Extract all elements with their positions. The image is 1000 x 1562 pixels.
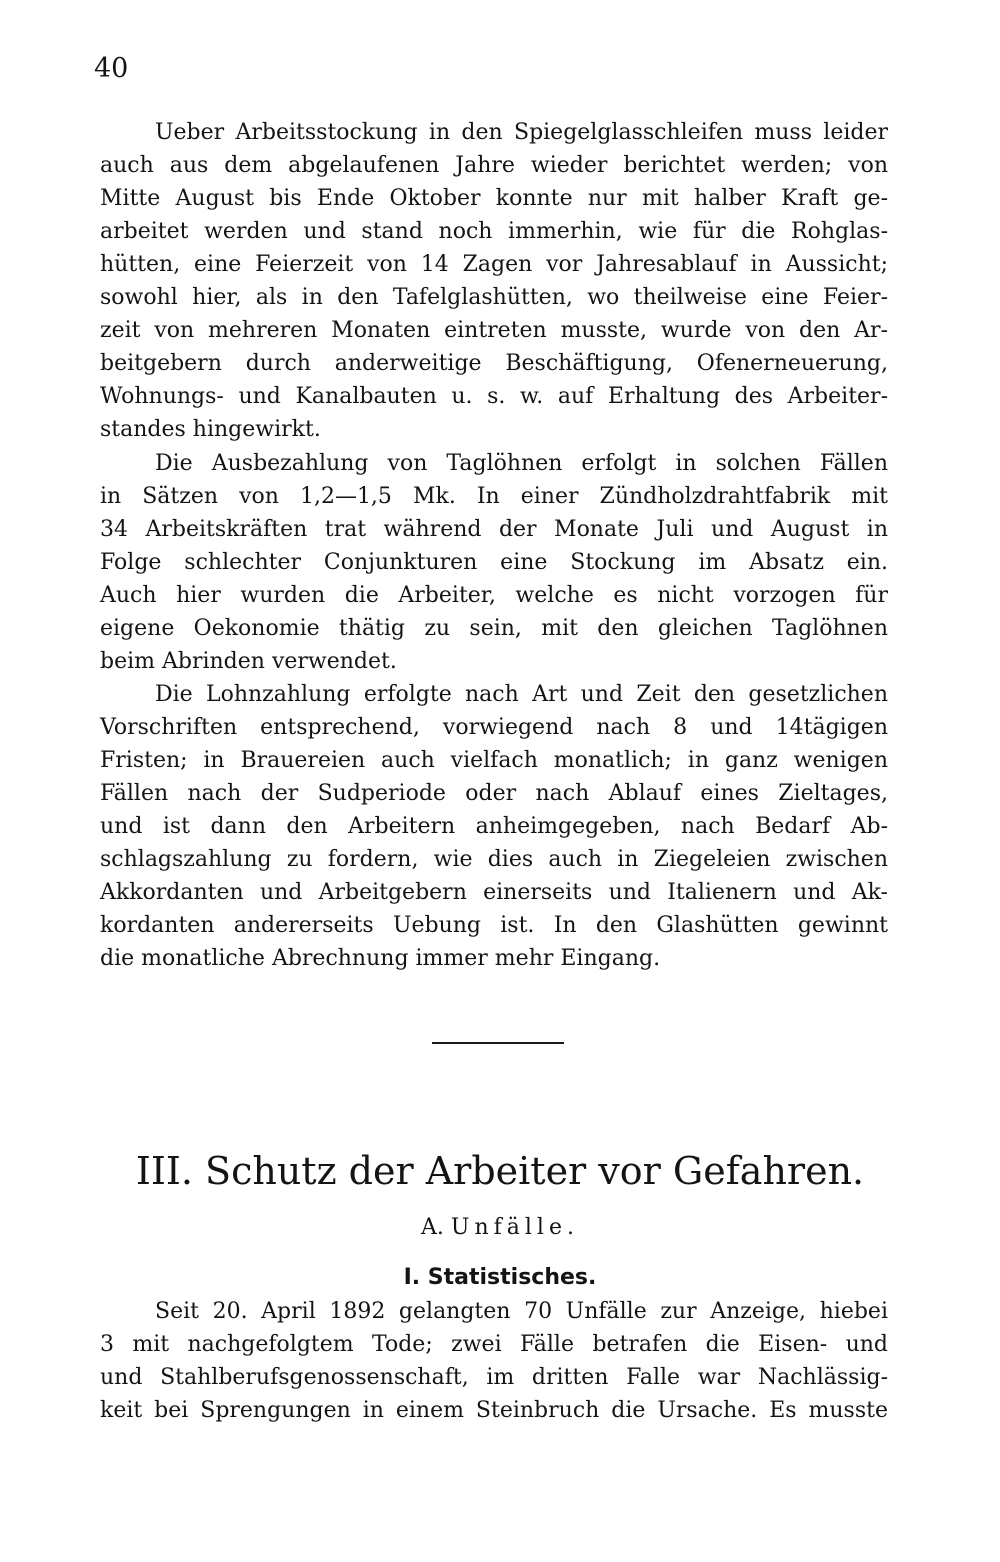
text-line: Mitte August bis Ende Oktober konnte nur mit halber Kraft ge-	[100, 186, 888, 211]
text-line: auch aus dem abgelaufenen Jahre wieder berichtet werden; von	[100, 153, 888, 178]
text-line: standes hingewirkt.	[100, 417, 321, 442]
sub-heading-prefix: A.	[421, 1215, 444, 1240]
text-line: Ueber Arbeitsstockung in den Spiegelglasschleifen muss leider	[155, 120, 888, 145]
text-line: arbeitet werden und stand noch immerhin, wie für die Rohglas-	[100, 219, 888, 244]
text-line: hütten, eine Feierzeit von 14 Zagen vor Jahresablauf in Aussicht;	[100, 252, 888, 277]
text-line: 3 mit nachgefolgtem Tode; zwei Fälle betrafen die Eisen- und	[100, 1332, 888, 1357]
text-line: schlagszahlung zu fordern, wie dies auch in Ziegeleien zwischen	[100, 847, 888, 872]
text-line: Vorschriften entsprechend, vorwiegend nach 8 und 14tägigen	[100, 715, 888, 740]
text-line: Akkordanten und Arbeitgebern einerseits und Italienern und Ak-	[100, 880, 888, 905]
text-line: kordanten andererseits Uebung ist. In den Glashütten gewinnt	[100, 913, 888, 938]
text-line: keit bei Sprengungen in einem Steinbruch die Ursache. Es musste	[100, 1398, 888, 1423]
text-line: Auch hier wurden die Arbeiter, welche es nicht vorzogen für	[100, 583, 888, 608]
text-line: Die Lohnzahlung erfolgte nach Art und Zeit den gesetzlichen	[155, 682, 888, 707]
text-line: beim Abrinden verwendet.	[100, 649, 397, 674]
text-line: die monatliche Abrechnung immer mehr Eingang.	[100, 946, 661, 971]
text-line: Fällen nach der Sudperiode oder nach Ablauf eines Zieltages,	[100, 781, 888, 806]
text-line: 34 Arbeitskräften trat während der Monate Juli und August in	[100, 517, 888, 542]
sub-heading	[0, 1213, 1000, 1243]
text-line: Folge schlechter Conjunkturen eine Stockung im Absatz ein.	[100, 550, 888, 575]
section-divider	[432, 1042, 564, 1044]
text-line: Fristen; in Brauereien auch vielfach monatlich; in ganz wenigen	[100, 748, 888, 773]
sub-sub-heading: I. Statistisches.	[403, 1265, 597, 1290]
text-line: Die Ausbezahlung von Taglöhnen erfolgt in solchen Fällen	[155, 451, 888, 476]
text-line: sowohl hier, als in den Tafelglashütten, wo theilweise eine Feier-	[100, 285, 888, 310]
sub-heading-word: Unfälle.	[450, 1215, 579, 1240]
text-line: eigene Oekonomie thätig zu sein, mit den gleichen Taglöhnen	[100, 616, 888, 641]
text-line: beitgebern durch anderweitige Beschäftigung, Ofenerneuerung,	[100, 351, 888, 376]
text-line: in Sätzen von 1,2—1,5 Mk. In einer Zündholzdrahtfabrik mit	[100, 484, 888, 509]
text-line: zeit von mehreren Monaten eintreten musste, wurde von den Ar-	[100, 318, 888, 343]
page-number: 40	[94, 53, 129, 84]
text-line: Wohnungs- und Kanalbauten u. s. w. auf Erhaltung des Arbeiter-	[100, 384, 888, 409]
text-line: und Stahlberufsgenossenschaft, im dritten Falle war Nachlässig-	[100, 1365, 888, 1390]
text-line: Seit 20. April 1892 gelangten 70 Unfälle zur Anzeige, hiebei	[155, 1299, 888, 1324]
section-heading: III. Schutz der Arbeiter vor Gefahren.	[135, 1149, 865, 1193]
text-line: und ist dann den Arbeitern anheimgegeben, nach Bedarf Ab-	[100, 814, 888, 839]
